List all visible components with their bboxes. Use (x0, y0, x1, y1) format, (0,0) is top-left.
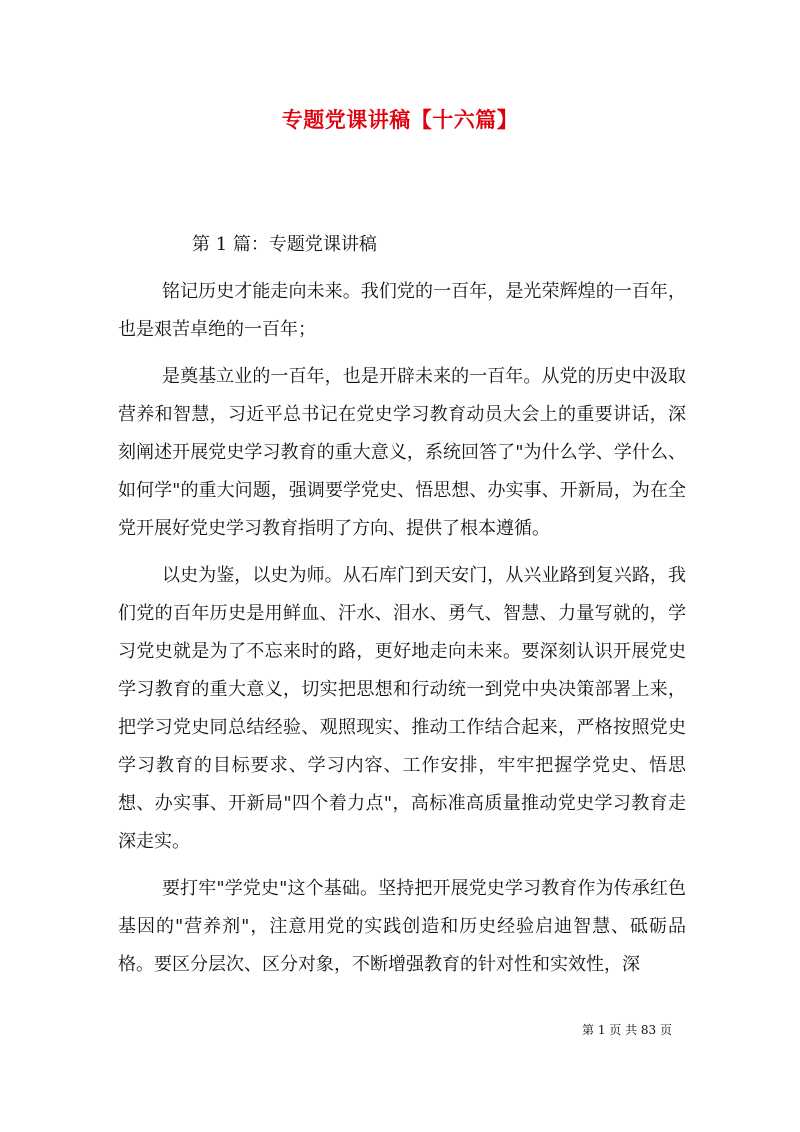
section-heading: 第 1 篇：专题党课讲稿 (192, 234, 377, 255)
paragraph-1: 铭记历史才能走向未来。我们党的一百年，是光荣辉煌的一百年，也是艰苦卓绝的一百年； (118, 281, 686, 340)
page-number: 第 1 页 共 83 页 (582, 1023, 672, 1037)
paragraph-3: 以史为鉴，以史为师。从石库门到天安门，从兴业路到复兴路，我们党的百年历史是用鲜血、汗水、泪水、勇气、智慧、力量写就的，学习党史就是为了不忘来时的路，更好地走向未来。要深刻认识开展党史学习教育的重大意义，切实把思想和行动统一到党中央决策部署上来，把学习党史同总结经验、观照现实、推动工作结合起来，严格按照党史学习教育的目标要求、学习内容、工作安排，牢牢把握学党史、悟思想、办实事、开新局"四个着力点"，高标准高质量推动党史学习教育走深走实。 (118, 565, 686, 852)
document-title: 专题党课讲稿【十六篇】 (281, 107, 519, 132)
document-body (118, 226, 686, 984)
paragraph-2: 是奠基立业的一百年，也是开辟未来的一百年。从党的历史中汲取营养和智慧，习近平总书记在党史学习教育动员大会上的重要讲话，深刻阐述开展党史学习教育的重大意义，系统回答了"为什么学、学什么、如何学"的重大问题，强调要学党史、悟思想、办实事、开新局，为在全党开展好党史学习教育指明了方向、提供了根本遵循。 (118, 366, 686, 539)
paragraph-4: 要打牢"学党史"这个基础。坚持把开展党史学习教育作为传承红色基因的"营养剂"，注意用党的实践创造和历史经验启迪智慧、砥砺品格。要区分层次、区分对象，不断增强教育的针对性和实效性，深 (118, 878, 686, 975)
